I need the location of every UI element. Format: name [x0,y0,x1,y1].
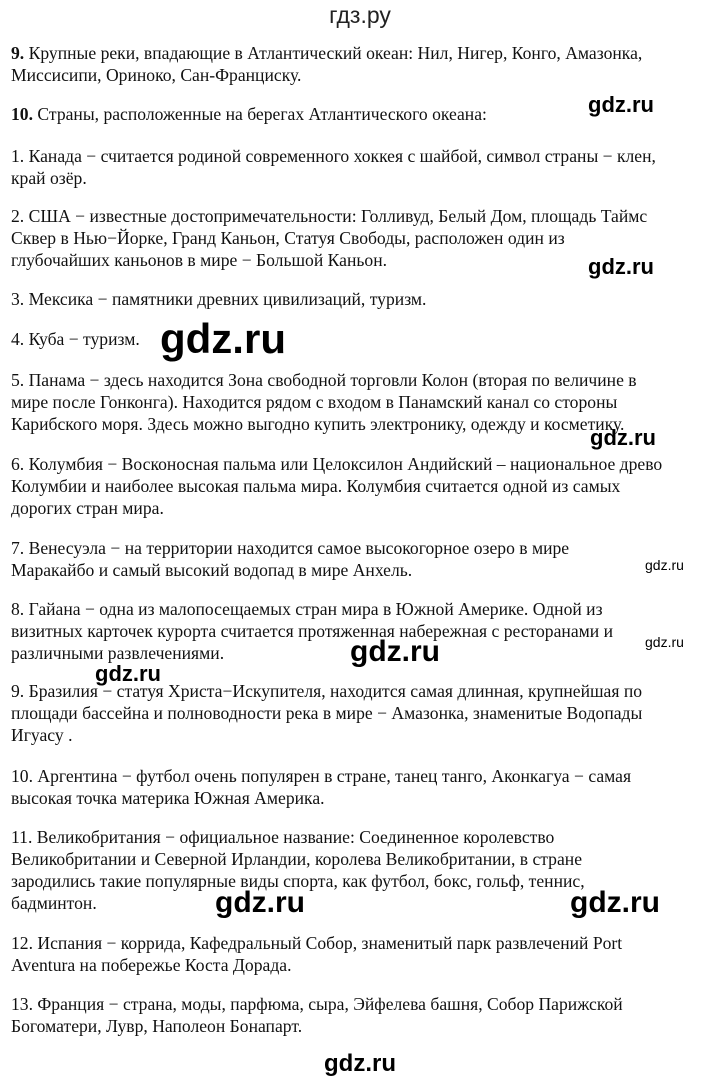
item-number: 9. [11,43,25,63]
watermark: gdz.ru [350,635,440,668]
paragraph-argentina [11,765,716,809]
site-footer: gdz.ru [324,1050,396,1077]
text-line: 2. США − известные достопримечательности: Голливуд, Белый Дом, площадь Таймс [11,206,648,226]
watermark: gdz.ru [570,886,660,919]
paragraph-cuba [11,328,716,350]
text-line: Страны, расположенные на берегах Атлантического океана: [37,104,487,124]
text-line: площади бассейна и полноводности река в мире − Амазонка, знаменитые Водопады [11,703,643,723]
text-line: 6. Колумбия − Восконосная пальма или Целоксилон Андийский – национальное древо [11,454,663,474]
text-line: 12. Испания − коррида, Кафедральный Собор, знаменитый парк развлечений Port [11,933,623,953]
text-line: Крупные реки, впадающие в Атлантический океан: Нил, Нигер, Конго, Амазонка, [28,43,643,63]
text-line: мире после Гонконга). Находится рядом с входом в Панамский канал со стороны [11,392,618,412]
paragraph-mexico [11,288,716,310]
text-line: Сквер в Нью−Йорке, Гранд Каньон, Статуя Свободы, расположен один из [11,228,565,248]
text-line: Богоматери, Лувр, Наполеон Бонапарт. [11,1016,303,1036]
text-line: бадминтон. [11,893,97,913]
paragraph-colombia [11,453,716,519]
site-header: гдз.ру [329,2,391,28]
text-line: 7. Венесуэла − на территории находится самое высокогорное озеро в мире [11,538,570,558]
paragraph-brazil [11,680,716,746]
paragraph-france [11,993,716,1037]
text-line: дорогих стран мира. [11,498,164,518]
paragraph-venezuela [11,537,716,581]
text-line: Великобритании и Северной Ирландии, королева Великобритании, в стране [11,849,583,869]
text-line: 5. Панама − здесь находится Зона свободной торговли Колон (вторая по величине в [11,370,637,390]
text-line: Карибского моря. Здесь можно выгодно купить электронику, одежду и косметику. [11,414,625,434]
text-line: 4. Куба − туризм. [11,329,140,349]
text-line: Aventura на побережье Коста Дорада. [11,955,292,975]
watermark: gdz.ru [95,661,161,686]
text-line: 10. Аргентина − футбол очень популярен в стране, танец танго, Аконкагуа − самая [11,766,632,786]
text-line: 1. Канада − считается родиной современного хоккея с шайбой, символ страны − клен, [11,146,656,166]
watermark: gdz.ru [588,92,654,117]
paragraph-canada [11,145,716,189]
text-line: Миссисипи, Ориноко, Сан-Франциску. [11,65,302,85]
watermark: gdz.ru [588,254,654,279]
text-line: высокая точка материка Южная Америка. [11,788,325,808]
watermark: gdz.ru [590,425,656,450]
text-line: визитных карточек курорта считается протяженная набережная с ресторанами и [11,621,614,641]
text-line: 9. Бразилия − статуя Христа−Искупителя, находится самая длинная, крупнейшая по [11,681,643,701]
text-line: 3. Мексика − памятники древних цивилизаций, туризм. [11,289,427,309]
text-line: 13. Франция − страна, моды, парфюма, сыра, Эйфелева башня, Собор Парижской [11,994,623,1014]
text-line: 11. Великобритания − официальное название: Соединенное королевство [11,827,555,847]
watermark: gdz.ru [645,634,684,650]
text-line: Игуасу . [11,725,73,745]
text-line: край озёр. [11,168,87,188]
watermark: gdz.ru [645,557,684,573]
text-line: глубочайших каньонов в мире − Большой Каньон. [11,250,388,270]
text-line: 8. Гайана − одна из малопосещаемых стран мира в Южной Америке. Одной из [11,599,603,619]
paragraph-spain [11,932,716,976]
text-line: Маракайбо и самый высокий водопад в мире Анхель. [11,560,413,580]
text-line: Колумбии и наиболее высокая пальма мира. Колумбия считается одной из самых [11,476,621,496]
watermark: gdz.ru [215,886,305,919]
item-number: 10. [11,104,33,124]
text-line: зародились такие популярные виды спорта, как футбол, бокс, гольф, теннис, [11,871,585,891]
text-line: различными развлечениями. [11,643,225,663]
watermark: gdz.ru [160,315,286,362]
paragraph-item-9 [11,42,716,86]
